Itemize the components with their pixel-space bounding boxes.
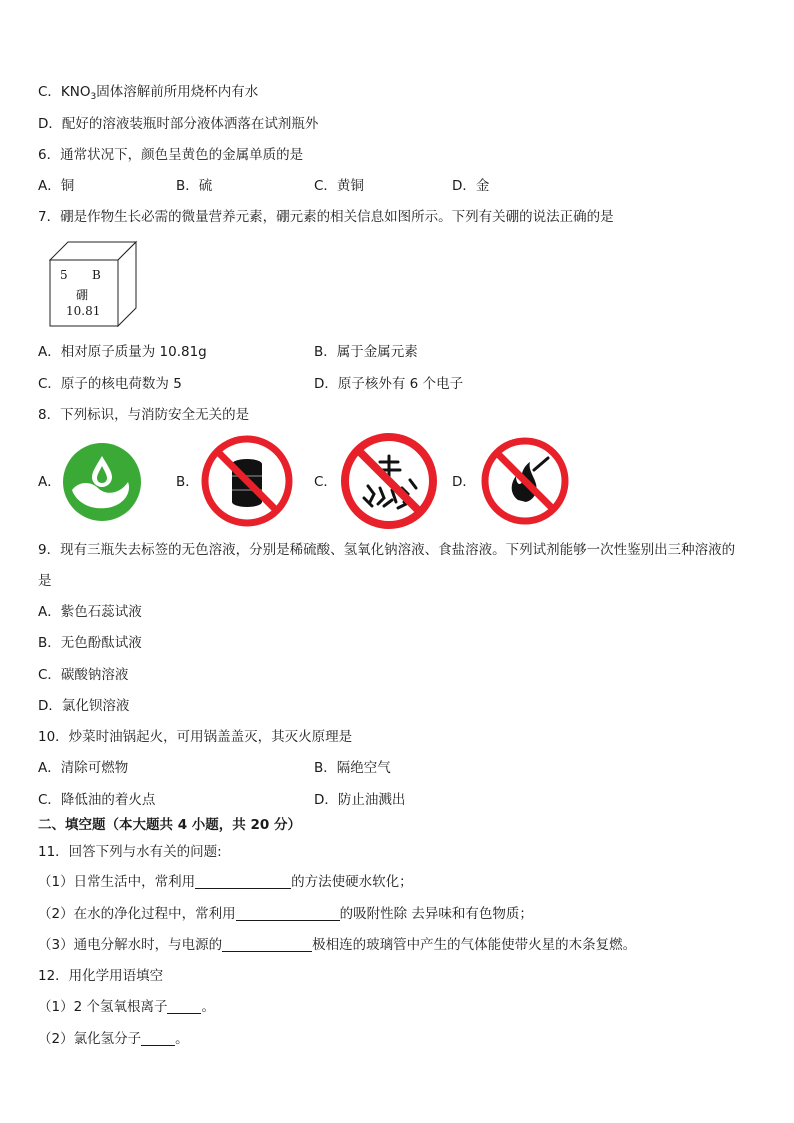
q9-option-a: A．紫色石蕊试液 bbox=[38, 604, 142, 620]
q11-stem: 11．回答下列与水有关的问题: bbox=[38, 844, 222, 860]
answer-blank[interactable] bbox=[167, 999, 201, 1014]
answer-blank[interactable] bbox=[222, 937, 312, 952]
element-atomic-mass: 10.81 bbox=[66, 304, 101, 318]
q11-part2: （2）在水的净化过程中，常利用 的吸附性除 去异味和有色物质； bbox=[38, 906, 533, 922]
q7-stem: 7．硼是作物生长必需的微量营养元素，硼元素的相关信息如图所示。下列有关硼的说法正确的是 bbox=[38, 209, 614, 225]
q11-part3: （3）通电分解水时，与电源的 极相连的玻璃管中产生的气体能使带火星的木条复燃。 bbox=[38, 937, 637, 953]
q10-stem: 10．炒菜时油锅起火，可用锅盖盖灭，其灭火原理是 bbox=[38, 729, 353, 745]
q7-option-d: D．原子核外有 6 个电子 bbox=[314, 376, 464, 392]
q6-option-d: D．金 bbox=[452, 178, 490, 194]
no-oil-drum-sign-icon bbox=[200, 434, 294, 528]
q12-part1: （1）2 个氢氧根离子 。 bbox=[38, 999, 215, 1015]
q12-stem: 12．用化学用语填空 bbox=[38, 968, 164, 984]
q6-stem: 6．通常状况下，颜色呈黄色的金属单质的是 bbox=[38, 147, 304, 163]
q7-option-c: C．原子的核电荷数为 5 bbox=[38, 376, 182, 392]
element-name: 硼 bbox=[76, 288, 89, 302]
q9-stem-line1: 9．现有三瓶失去标签的无色溶液，分别是稀硫酸、氢氧化钠溶液、食盐溶液。下列试剂能够一次性鉴别出三种溶液的 bbox=[38, 542, 736, 558]
q5-option-d: D．配好的溶液装瓶时部分液体洒落在试剂瓶外 bbox=[38, 116, 319, 132]
q9-option-d: D．氯化钡溶液 bbox=[38, 698, 130, 714]
q6-option-b: B．硫 bbox=[176, 178, 213, 194]
answer-blank[interactable] bbox=[236, 906, 340, 921]
q10-option-d: D．防止油溅出 bbox=[314, 792, 406, 808]
q6-option-c: C．黄铜 bbox=[314, 178, 364, 194]
q7-option-b: B．属于金属元素 bbox=[314, 344, 418, 360]
section-heading-fill-in: 二、填空题（本大题共 4 小题，共 20 分） bbox=[38, 817, 301, 833]
element-atomic-number: 5 bbox=[60, 268, 68, 282]
q6-option-a: A．铜 bbox=[38, 178, 75, 194]
answer-blank[interactable] bbox=[195, 874, 291, 889]
no-open-flame-sign-icon bbox=[480, 436, 570, 526]
q11-part1: （1）日常生活中，常利用 的方法使硬水软化； bbox=[38, 874, 413, 890]
q10-option-b: B．隔绝空气 bbox=[314, 760, 391, 776]
q9-option-b: B．无色酚酞试液 bbox=[38, 635, 142, 651]
q8-label-b: B． bbox=[176, 474, 199, 490]
answer-blank[interactable] bbox=[141, 1031, 175, 1046]
element-symbol: B bbox=[92, 268, 101, 282]
q8-label-a: A． bbox=[38, 474, 61, 490]
q10-option-c: C．降低油的着火点 bbox=[38, 792, 156, 808]
q7-option-a: A．相对原子质量为 10.81g bbox=[38, 344, 207, 360]
q12-part2: （2）氯化氢分子 。 bbox=[38, 1031, 189, 1047]
no-firecrackers-sign-icon bbox=[340, 432, 438, 530]
q8-stem: 8．下列标识，与消防安全无关的是 bbox=[38, 407, 250, 423]
element-card-boron bbox=[48, 240, 138, 328]
q5-option-c: C．$KNO_3$固体溶解前所用烧杯内有水 bbox=[38, 84, 259, 102]
q8-label-d: D． bbox=[452, 474, 476, 490]
q9-stem-line2: 是 bbox=[38, 573, 52, 589]
q10-option-a: A．清除可燃物 bbox=[38, 760, 129, 776]
water-saving-sign-icon bbox=[62, 442, 142, 522]
q9-option-c: C．碳酸钠溶液 bbox=[38, 667, 129, 683]
q8-label-c: C． bbox=[314, 474, 337, 490]
